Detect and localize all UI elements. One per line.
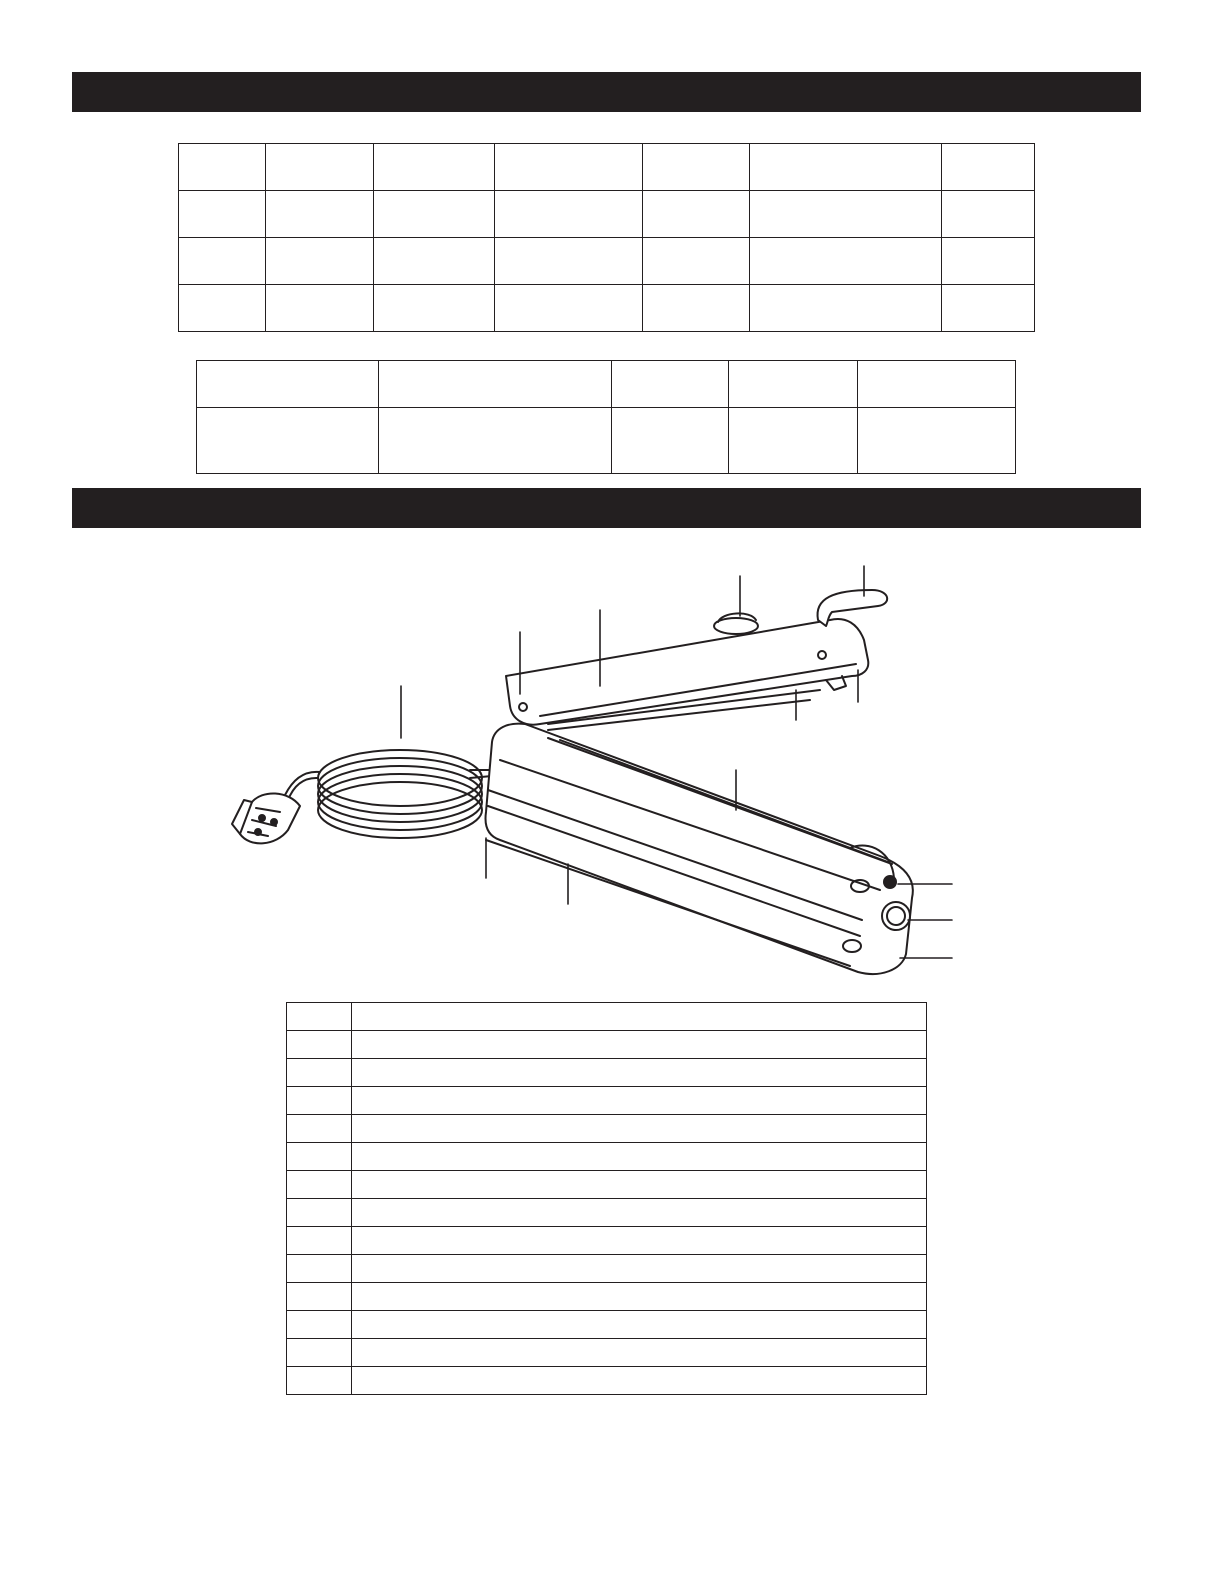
parts-list-row <box>287 1087 927 1115</box>
parts-list-cell <box>352 1031 927 1059</box>
spec-table-cell <box>643 191 750 238</box>
parts-list-cell <box>352 1367 927 1395</box>
parts-list-cell <box>287 1087 352 1115</box>
parts-list-cell <box>287 1227 352 1255</box>
accessory-table-row <box>197 408 1016 474</box>
parts-list-row <box>287 1003 927 1031</box>
spec-table-cell <box>179 285 266 332</box>
parts-list-row <box>287 1199 927 1227</box>
parts-list-table <box>286 1002 927 1395</box>
spec-table-cell <box>495 191 643 238</box>
parts-list-cell <box>352 1003 927 1031</box>
parts-list-cell <box>287 1031 352 1059</box>
parts-list-row <box>287 1143 927 1171</box>
parts-list-cell <box>352 1283 927 1311</box>
spec-table-cell <box>374 238 495 285</box>
spec-table-cell <box>643 144 750 191</box>
spec-table-cell <box>266 191 374 238</box>
sealer-handle <box>817 590 887 626</box>
section-header-label <box>72 81 84 103</box>
parts-list-row <box>287 1227 927 1255</box>
parts-list-cell <box>287 1339 352 1367</box>
spec-table-cell <box>179 144 266 191</box>
parts-list-cell <box>287 1143 352 1171</box>
spec-table-cell <box>750 191 942 238</box>
spec-table-cell <box>266 285 374 332</box>
parts-list-cell <box>352 1255 927 1283</box>
accessory-table-row <box>197 361 1016 408</box>
accessory-table-cell <box>197 408 379 474</box>
parts-list-cell <box>287 1283 352 1311</box>
parts-list-row <box>287 1367 927 1395</box>
parts-list-row <box>287 1171 927 1199</box>
parts-list-cell <box>287 1199 352 1227</box>
parts-list-cell <box>352 1227 927 1255</box>
parts-list-cell <box>287 1171 352 1199</box>
spec-table-cell <box>750 144 942 191</box>
parts-list-cell <box>287 1255 352 1283</box>
parts-list-cell <box>287 1367 352 1395</box>
power-cord-coil <box>285 750 492 838</box>
spec-table-row <box>179 144 1035 191</box>
parts-list-cell <box>352 1311 927 1339</box>
spec-table-cell <box>495 285 643 332</box>
accessory-table-cell <box>612 408 729 474</box>
parts-list-cell <box>352 1199 927 1227</box>
parts-list-row <box>287 1283 927 1311</box>
parts-list-row <box>287 1115 927 1143</box>
parts-list-cell <box>287 1311 352 1339</box>
sealer-upper-arm <box>506 619 868 730</box>
accessory-table-cell <box>858 361 1016 408</box>
spec-table-cell <box>374 144 495 191</box>
parts-list-row <box>287 1255 927 1283</box>
spec-table-cell <box>495 144 643 191</box>
spec-table-cell <box>643 285 750 332</box>
accessory-table-cell <box>379 408 612 474</box>
spec-table-cell <box>942 191 1035 238</box>
parts-list-cell <box>352 1087 927 1115</box>
spec-table-cell <box>179 191 266 238</box>
parts-list-row <box>287 1031 927 1059</box>
spec-table-cell <box>750 285 942 332</box>
parts-list-cell <box>287 1115 352 1143</box>
accessory-table <box>196 360 1016 474</box>
accessory-table-cell <box>612 361 729 408</box>
section-header-label <box>72 497 84 519</box>
accessory-table-cell <box>729 361 858 408</box>
accessory-table-cell <box>379 361 612 408</box>
parts-list-cell <box>352 1171 927 1199</box>
spec-table-cell <box>942 144 1035 191</box>
spec-table-cell <box>643 238 750 285</box>
heat-sealer-diagram <box>0 540 1225 1000</box>
spec-table-cell <box>179 238 266 285</box>
accessory-table-cell <box>858 408 1016 474</box>
parts-list-row <box>287 1339 927 1367</box>
spec-table-cell <box>750 238 942 285</box>
parts-list-cell <box>352 1059 927 1087</box>
spec-table-cell <box>942 238 1035 285</box>
spec-table-row <box>179 191 1035 238</box>
spec-table-cell <box>374 285 495 332</box>
parts-list-cell <box>287 1003 352 1031</box>
section-header-bar-middle <box>72 488 1141 528</box>
parts-list-cell <box>352 1143 927 1171</box>
spec-table-row <box>179 238 1035 285</box>
power-plug <box>232 793 300 843</box>
parts-list-cell <box>352 1115 927 1143</box>
parts-list-row <box>287 1059 927 1087</box>
spec-table-cell <box>266 144 374 191</box>
specification-table <box>178 143 1035 332</box>
accessory-table-cell <box>729 408 858 474</box>
section-header-bar-top <box>72 72 1141 112</box>
parts-list-cell <box>287 1059 352 1087</box>
spec-table-cell <box>942 285 1035 332</box>
timer-knob <box>714 613 758 634</box>
parts-list-cell <box>352 1339 927 1367</box>
accessory-table-cell <box>197 361 379 408</box>
parts-list-row <box>287 1311 927 1339</box>
spec-table-cell <box>374 191 495 238</box>
sealer-base <box>486 724 913 974</box>
spec-table-row <box>179 285 1035 332</box>
spec-table-cell <box>495 238 643 285</box>
spec-table-cell <box>266 238 374 285</box>
